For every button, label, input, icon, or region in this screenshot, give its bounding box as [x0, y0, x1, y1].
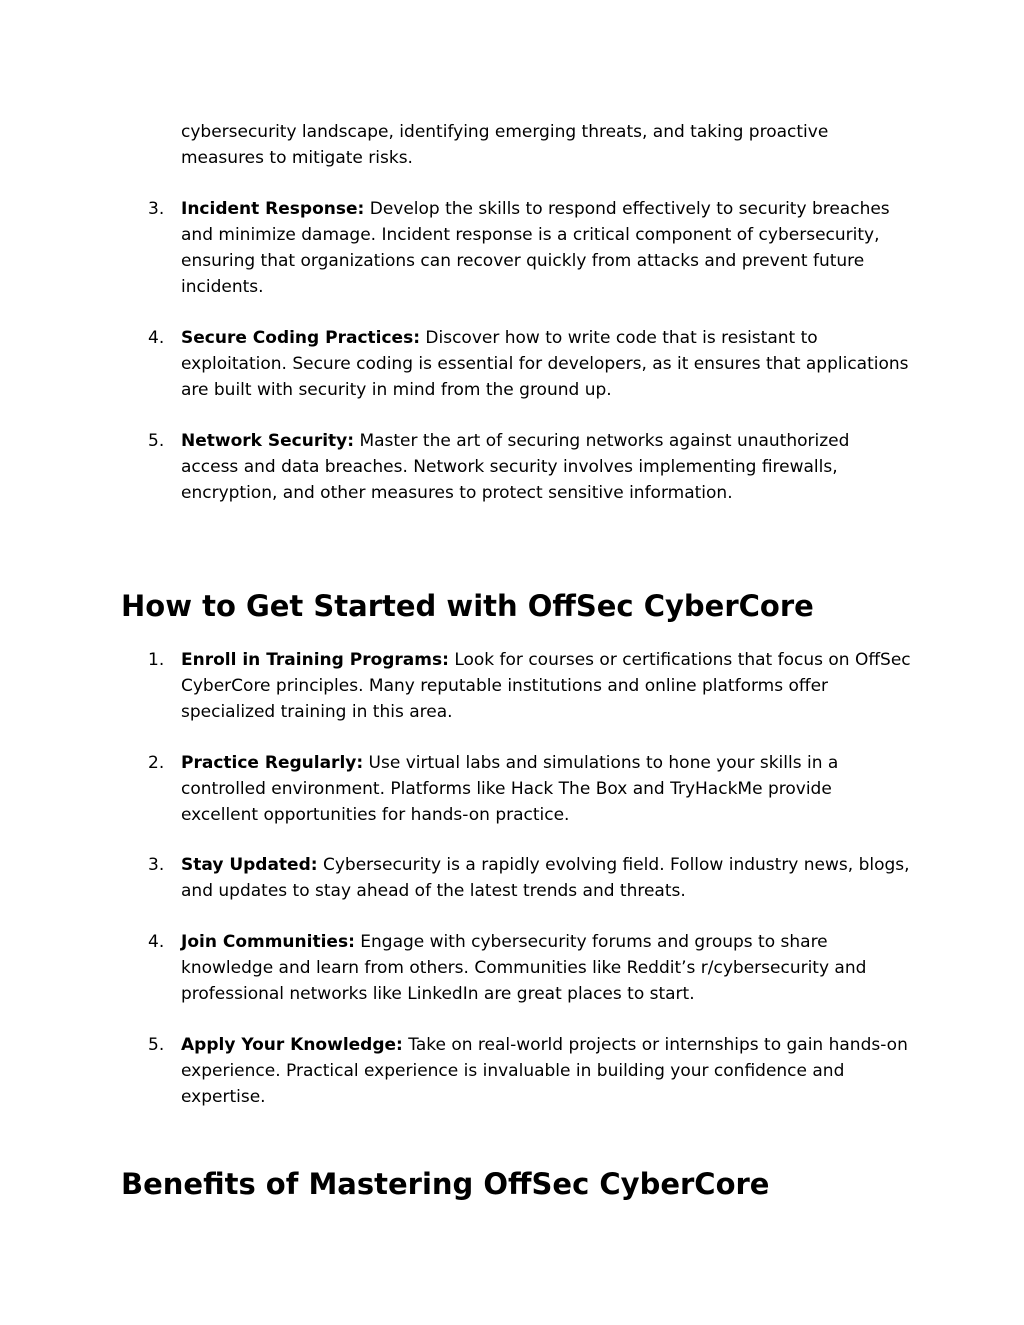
heading-benefits: Benefits of Mastering OffSec CyberCore	[121, 1167, 770, 1201]
list-item-stay-updated	[148, 852, 911, 904]
list-item-network-security	[148, 428, 911, 506]
list-text: Take on real-world projects or internships to gain hands-on experience. Practical experience is invaluable in building your confidence and expertise.	[181, 1035, 908, 1107]
heading-get-started: How to Get Started with OffSec CyberCore	[121, 589, 814, 623]
list-term: Stay Updated:	[181, 855, 318, 875]
list-term: Practice Regularly:	[181, 753, 364, 773]
list-item-enroll	[148, 647, 911, 725]
list-number: 4.	[148, 932, 165, 952]
list-term: Join Communities:	[181, 932, 355, 952]
list-item-apply-knowledge	[148, 1032, 911, 1110]
list-item-secure-coding	[148, 325, 911, 403]
list-text: Develop the skills to respond effectively to security breaches and minimize damage. Incident response is a critical component of cybersecurity, ensuring that organizations can recover quickly from attacks and prevent future incidents.	[181, 199, 890, 297]
list-term: Enroll in Training Programs:	[181, 650, 449, 670]
list-number: 1.	[148, 650, 165, 670]
list-text: Engage with cybersecurity forums and groups to share knowledge and learn from others. Communities like Reddit’s r/cybersecurity and professional networks like LinkedIn are great places to start.	[181, 932, 867, 1004]
list-term: Incident Response:	[181, 199, 365, 219]
list-term: Secure Coding Practices:	[181, 328, 420, 348]
intro-continuation: cybersecurity landscape, identifying emerging threats, and taking proactive measures to mitigate risks.	[181, 122, 829, 168]
list-number: 2.	[148, 753, 165, 773]
list-number: 3.	[148, 855, 165, 875]
list-term: Apply Your Knowledge:	[181, 1035, 403, 1055]
list-text: Look for courses or certifications that focus on OffSec CyberCore principles. Many reputable institutions and online platforms offer specialized training in this area.	[181, 650, 911, 722]
list-term: Network Security:	[181, 431, 355, 451]
list-number: 5.	[148, 431, 165, 451]
list-number: 3.	[148, 199, 165, 219]
list-number: 4.	[148, 328, 165, 348]
list-number: 5.	[148, 1035, 165, 1055]
list-text: Use virtual labs and simulations to hone your skills in a controlled environment. Platforms like Hack The Box and TryHackMe provide excellent opportunities for hands-on practice.	[181, 753, 839, 825]
list-text: Discover how to write code that is resistant to exploitation. Secure coding is essential for developers, as it ensures that applications are built with security in mind from the ground up.	[181, 328, 909, 400]
list-text: Master the art of securing networks against unauthorized access and data breaches. Network security involves implementing firewalls, encryption, and other measures to protect sensitive information.	[181, 431, 850, 503]
list-item-practice	[148, 750, 911, 828]
list-item-join-communities	[148, 929, 911, 1007]
list-text: Cybersecurity is a rapidly evolving field. Follow industry news, blogs, and updates to stay ahead of the latest trends and threats.	[181, 855, 910, 901]
list-item-incident-response	[148, 196, 911, 300]
